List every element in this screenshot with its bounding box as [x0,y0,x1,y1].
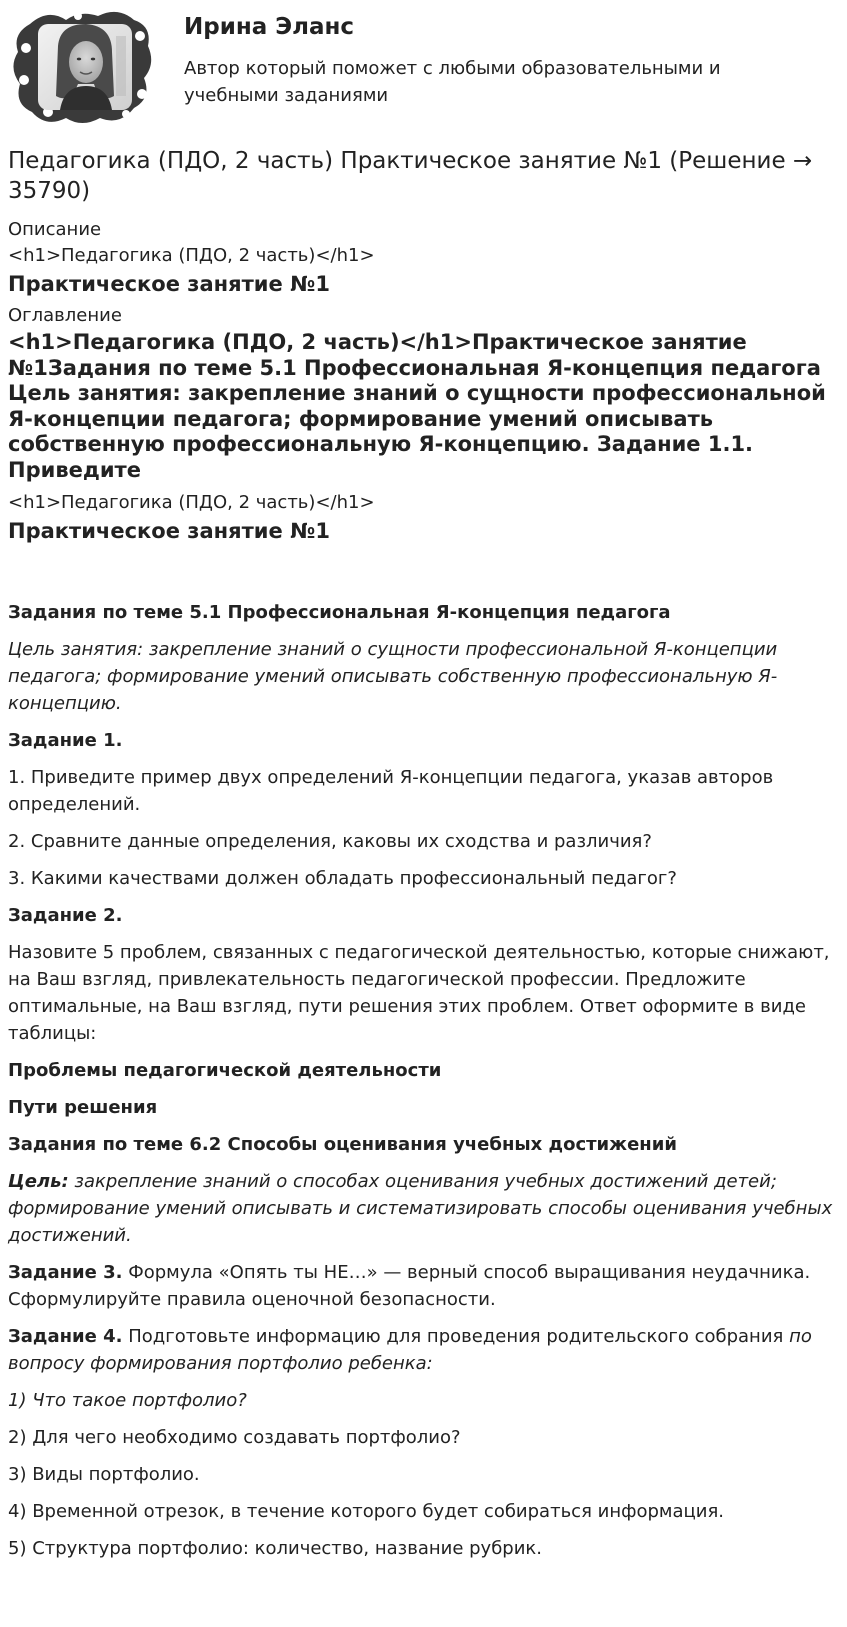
toc-text: <h1>Педагогика (ПДО, 2 часть)</h1>Практическое занятие №1Задания по теме 5.1 Профессиональная Я-концепция педагога Цель занятия: закрепление знаний о сущности профессиональной Я-концепции педагога; формирование умений описывать собственную профессиональную Я-концепцию. Задание 1.1. Приведите [8,330,826,482]
topic2-goal-text: закрепление знаний о способах оценивания учебных достижений детей; формирование умений описывать и систематизировать способы оценивания учебных достижений. [8,1171,833,1246]
task4-question: 3) Виды портфолио. [8,1464,200,1485]
page-title: Педагогика (ПДО, 2 часть) Практическое занятие №1 (Решение → 35790) [8,148,813,204]
topic1-goal: Цель занятия: закрепление знаний о сущности профессиональной Я-концепции педагога; формирование умений описывать собственную профессиональную Я-концепцию. [8,639,778,714]
task1-heading: Задание 1. [8,730,123,751]
toc-label: Оглавление [8,305,122,326]
topic2-goal [8,1168,838,1249]
toc-heading: Практическое занятие №1 [8,519,330,543]
description-label: Описание [8,219,102,240]
author-header [8,6,838,128]
task4-question: 2) Для чего необходимо создавать портфолио? [8,1427,461,1448]
topic2-heading: Задания по теме 6.2 Способы оценивания учебных достижений [8,1134,677,1155]
author-name[interactable]: Ирина Эланс [184,14,355,40]
task1-item: 3. Какими качествами должен обладать профессиональный педагог? [8,868,677,889]
task4-question: 1) Что такое портфолио? [8,1390,247,1411]
task4-italic: по вопросу формирования портфолио ребенка: [8,1326,812,1374]
avatar-frame-icon [8,6,158,128]
section-spacer [8,551,838,599]
task4-label: Задание 4. [8,1326,123,1347]
task4-question: 4) Временной отрезок, в течение которого будет собираться информация. [8,1501,725,1522]
description-heading: Практическое занятие №1 [8,272,330,296]
author-avatar[interactable] [8,6,158,128]
task4 [8,1323,838,1377]
description-raw-h1: <h1>Педагогика (ПДО, 2 часть)</h1> [8,245,375,266]
toc-raw-h1: <h1>Педагогика (ПДО, 2 часть)</h1> [8,492,375,513]
task1-item: 2. Сравните данные определения, каковы их сходства и различия? [8,831,652,852]
task2-text: Назовите 5 проблем, связанных с педагогической деятельностью, которые снижают, на Ваш взгляд, привлекательность педагогической профессии. Предложите оптимальные, на Ваш взгляд, пути решения этих проблем. Ответ оформите в виде таблицы: [8,942,830,1044]
table-col-problems: Проблемы педагогической деятельности [8,1060,442,1081]
task3-text: Формула «Опять ты НЕ…» — верный способ выращивания неудачника. Сформулируйте правила оценочной безопасности. [8,1262,811,1310]
author-description: Автор который поможет с любыми образовательными и учебными заданиями [184,58,721,106]
task4-text: Подготовьте информацию для проведения родительского собрания [122,1326,790,1347]
document-content [8,146,838,1572]
task2-heading: Задание 2. [8,905,123,926]
task3 [8,1259,838,1313]
task3-label: Задание 3. [8,1262,123,1283]
table-col-solutions: Пути решения [8,1097,158,1118]
topic2-goal-label: Цель: [8,1171,69,1192]
task4-question: 5) Структура портфолио: количество, название рубрик. [8,1538,543,1559]
topic1-heading: Задания по теме 5.1 Профессиональная Я-концепция педагога [8,602,671,623]
task1-item: 1. Приведите пример двух определений Я-концепции педагога, указав авторов определений. [8,767,774,815]
